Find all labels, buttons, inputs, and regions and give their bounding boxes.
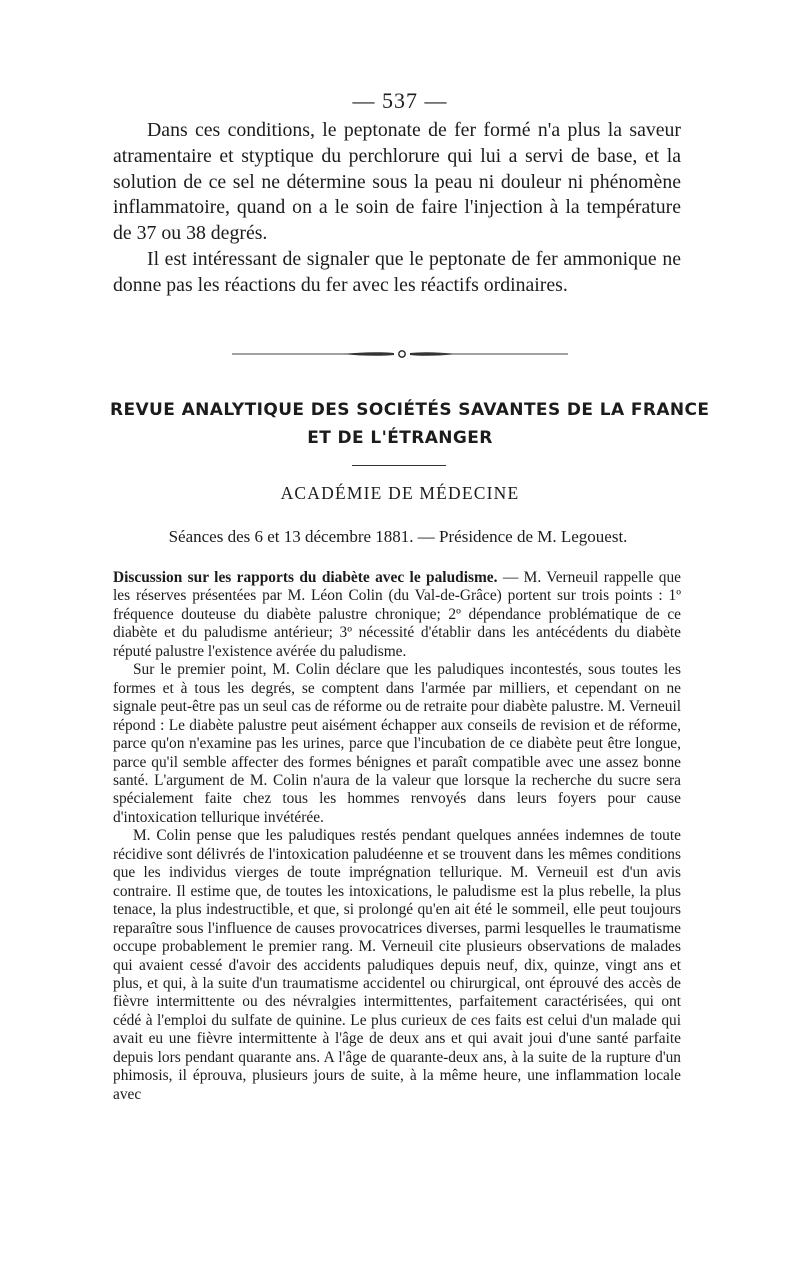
body-text: [113, 569, 681, 1104]
discussion-paragraph: [113, 569, 681, 661]
discussion-title: Discussion sur les rapports du diabète avec le paludisme.: [113, 569, 498, 586]
sessions-line: Séances des 6 et 13 décembre 1881. — Présidence de M. Legouest.: [168, 527, 628, 546]
heading-line: ET DE L'ÉTRANGER: [307, 428, 493, 448]
section-heading: [110, 396, 710, 452]
body-paragraph: M. Colin pense que les paludiques restés pendant quelques années indemnes de toute récidive sont délivrés de l'intoxication paludéenne et se trouvent dans les mêmes conditions que les individus vierges de toute imprégnation tellurique. M. Verneuil est d'un avis contraire. Il estime que, de toutes les intoxications, le paludisme est la plus rebelle, la plus tenace, la plus indestructible, et que, si prolongé qu'en ait été le sommeil, elle peut toujours reparaître sous l'influence de causes provocatrices diverses, parmi lesquelles le traumatisme occupe probablement le premier rang. M. Verneuil cite plusieurs observations de malades qui avaient cessé d'avoir des accidents paludiques depuis neuf, dix, quinze, vingt ans et plus, et qui, à la suite d'un traumatisme accidentel ou chirurgical, ont éprouvé des accès de fièvre intermittente ou des névralgies intermittentes, parfaitement caractérisées, qui ont cédé à l'emploi du sulfate de quinine. Le plus curieux de ces faits est celui d'un malade qui avait eu une fièvre intermittente à l'âge de deux ans et qui avait joui d'une santé parfaite depuis lors pendant quarante ans. A l'âge de quarante-deux ans, à la suite de la rupture d'un phimosis, il éprouva, plusieurs jours de suite, à la même heure, une inflammation locale avec: [113, 827, 681, 1103]
heading-line: REVUE ANALYTIQUE DES SOCIÉTÉS SAVANTES DE LA FRANCE: [110, 400, 710, 420]
discussion-text: — M. Verneuil rappelle que les réserves présentées par M. Léon Colin (du Val-de-Grâce) portent sur trois points : 1º fréquence douteuse du diabète palustre chronique; 2º dépendance problématique de ce diabète et du paludisme antérieur; 3º nécessité d'établir dans les antécédents du diabète réputé palustre l'existence avérée du paludisme.: [113, 569, 681, 660]
intro-text: [113, 118, 681, 299]
intro-paragraph: Il est intéressant de signaler que le peptonate de fer ammonique ne donne pas les réactions du fer avec les réactifs ordinaires.: [113, 247, 681, 296]
academy-title: ACADÉMIE DE MÉDECINE: [280, 483, 520, 503]
page-number: — 537 —: [352, 88, 448, 113]
heading-rule: [352, 465, 446, 466]
intro-paragraph: Dans ces conditions, le peptonate de fer formé n'a plus la saveur atramentaire et styptique du perchlorure qui lui a servi de base, et la solution de ce sel ne détermine sous la peau ni douleur ni phénomène inflammatoire, quand on a le soin de faire l'injection à la température de 37 ou 38 degrés.: [113, 119, 681, 245]
body-paragraph: Sur le premier point, M. Colin déclare que les paludiques incontestés, sous toutes les formes et à tous les degrés, se comptent dans l'armée par milliers, et cependant on ne signale peut-être pas un seul cas de réforme ou de retraite pour diabète palustre. M. Verneuil répond : Le diabète palustre peut aisément échapper aux conseils de revision et de réforme, parce qu'on n'examine pas les urines, parce que l'incubation de ce diabète peut être longue, parce qu'il semble affecter des formes bénignes et paraît compatible avec une assez bonne santé. L'argument de M. Colin n'aura de la valeur que lorsque la recherche du sucre sera spécialement faite chez tous les hommes renvoyés dans leurs foyers pour cause d'intoxication tellurique invétérée.: [113, 661, 681, 826]
ornamental-divider: [232, 349, 568, 359]
